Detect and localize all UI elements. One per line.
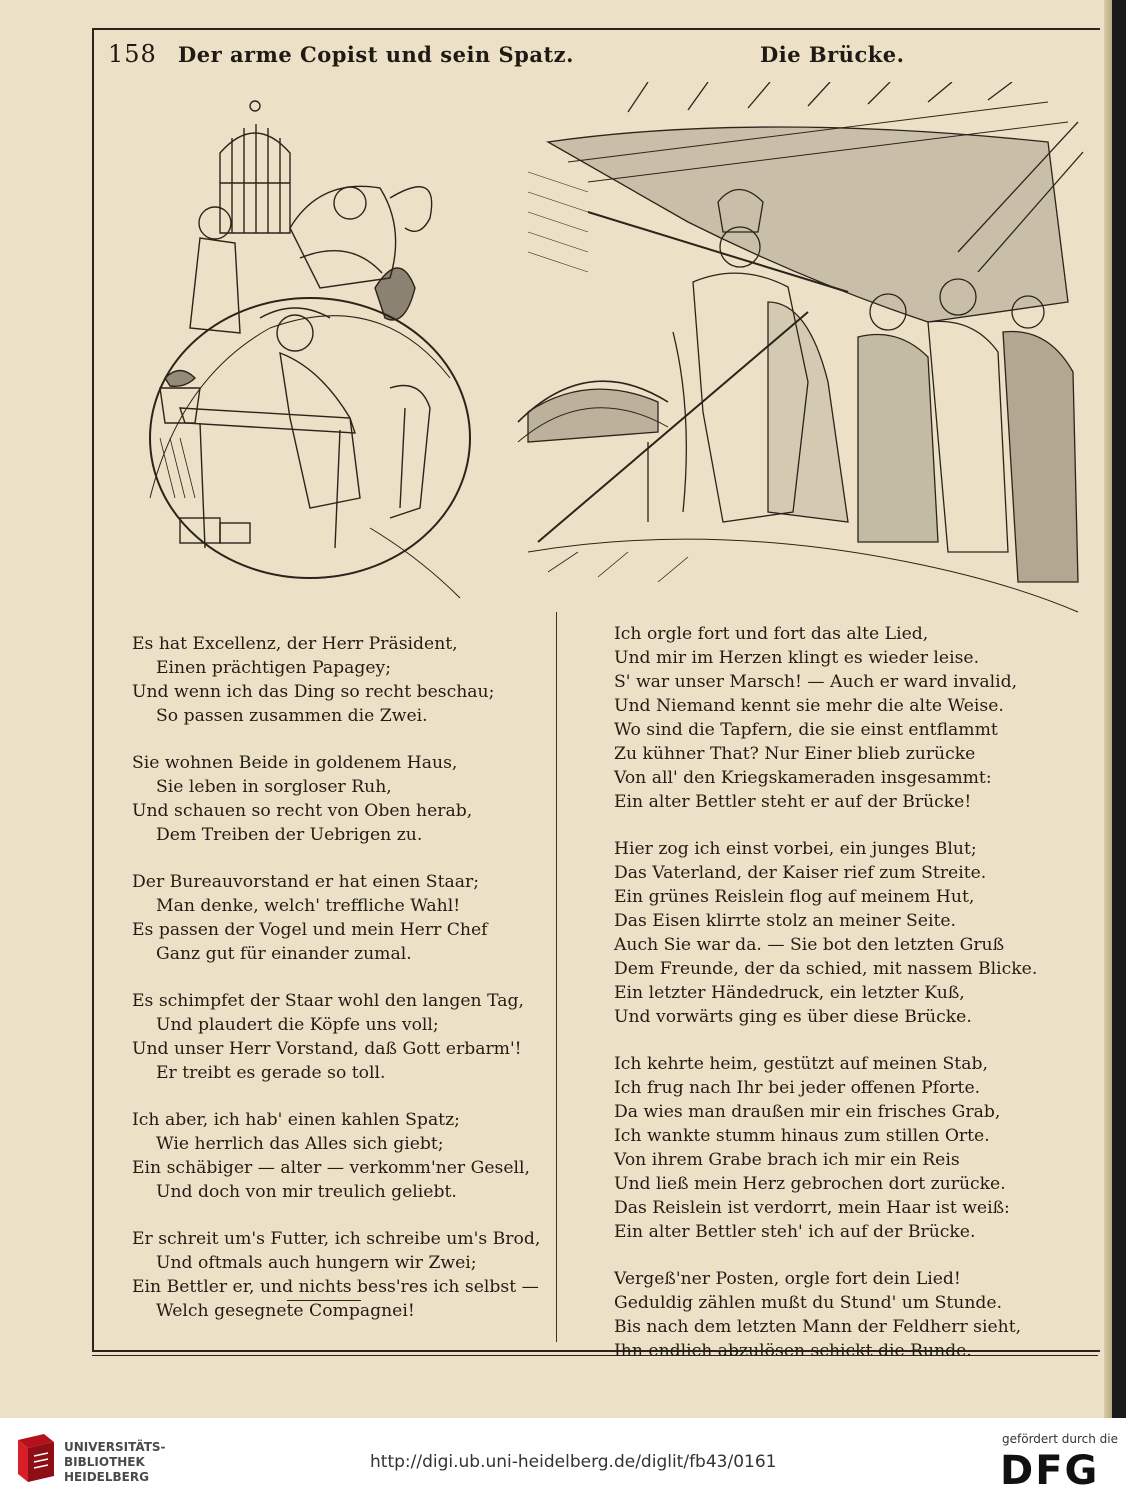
stanza [132, 1108, 540, 1204]
verse-line: Ein grünes Reislein flog auf meinem Hut, [614, 887, 975, 907]
verse-line: Und ließ mein Herz gebrochen dort zurücke. [614, 1174, 1006, 1194]
verse-line: Ein Bettler er, und nichts bess'res ich selbst — [132, 1277, 539, 1297]
stanza [132, 870, 540, 966]
funding-caption: gefördert durch die [1002, 1432, 1118, 1446]
verse-line: Das Vaterland, der Kaiser rief zum Streite. [614, 863, 987, 883]
verse-line: Ein alter Bettler steh' ich auf der Brücke. [614, 1222, 976, 1242]
verse-line: Hier zog ich einst vorbei, ein junges Blut; [614, 839, 977, 859]
verse-line: Und doch von mir treulich geliebt. [156, 1182, 457, 1202]
verse-line: Dem Treiben der Uebrigen zu. [156, 825, 423, 845]
verse-line: Ein alter Bettler steht er auf der Brücke! [614, 792, 972, 812]
verse-line: Das Eisen klirrte stolz an meiner Seite. [614, 911, 957, 931]
verse-line: Wie herrlich das Alles sich giebt; [156, 1134, 444, 1154]
verse-line: Und unser Herr Vorstand, daß Gott erbarm'! [132, 1039, 522, 1059]
verse-line: Bis nach dem letzten Mann der Feldherr sieht, [614, 1317, 1022, 1337]
verse-line: Wo sind die Tapfern, die sie einst entflammt [614, 720, 998, 740]
copyist-illustration [120, 78, 480, 613]
verse-line: Sie wohnen Beide in goldenem Haus, [132, 753, 458, 773]
verse-line: Ich aber, ich hab' einen kahlen Spatz; [132, 1110, 460, 1130]
verse-line: Es passen der Vogel und mein Herr Chef [132, 920, 488, 940]
dfg-logo[interactable]: DFG [1000, 1448, 1100, 1494]
verse-line: Und wenn ich das Ding so recht beschau; [132, 682, 495, 702]
verse-line: Ein letzter Händedruck, ein letzter Kuß, [614, 983, 965, 1003]
verse-line: Ich kehrte heim, gestützt auf meinen Stab, [614, 1054, 988, 1074]
verse-line: Auch Sie war da. — Sie bot den letzten Gruß [614, 935, 1005, 955]
verse-line: Vergeß'ner Posten, orgle fort dein Lied! [614, 1269, 961, 1289]
verse-line: Es schimpfet der Staar wohl den langen Tag, [132, 991, 524, 1011]
verse-line: Einen prächtigen Papagey; [156, 658, 392, 678]
verse-line: Und oftmals auch hungern wir Zwei; [156, 1253, 477, 1273]
verse-line: So passen zusammen die Zwei. [156, 706, 428, 726]
stanza [132, 989, 540, 1085]
poem-right [614, 622, 1037, 1386]
verse-line: Ihn endlich abzulösen schickt die Runde. [614, 1341, 972, 1361]
verse-line: Ein schäbiger — alter — verkomm'ner Gesell, [132, 1158, 530, 1178]
end-rule [287, 1300, 361, 1301]
stanza [132, 632, 540, 728]
verse-line: Ich frug nach Ihr bei jeder offenen Pforte. [614, 1078, 981, 1098]
verse-line: Ganz gut für einander zumal. [156, 944, 412, 964]
stanza [614, 1267, 1037, 1363]
stanza [614, 622, 1037, 814]
verse-line: Und vorwärts ging es über diese Brücke. [614, 1007, 972, 1027]
verse-line: Und mir im Herzen klingt es wieder leise. [614, 648, 980, 668]
page-edge [1104, 0, 1112, 1418]
verse-line: Ich wankte stumm hinaus zum stillen Orte. [614, 1126, 990, 1146]
verse-line: Zu kühner That? Nur Einer blieb zurücke [614, 744, 976, 764]
verse-line: Das Reislein ist verdorrt, mein Haar ist weiß: [614, 1198, 1010, 1218]
verse-line: Es hat Excellenz, der Herr Präsident, [132, 634, 458, 654]
poem-left [132, 632, 540, 1346]
poem-title-left: Der arme Copist und sein Spatz. [178, 42, 574, 67]
verse-line: Und schauen so recht von Oben herab, [132, 801, 473, 821]
stanza [614, 837, 1037, 1029]
stanza [132, 751, 540, 847]
column-divider [556, 612, 557, 1342]
verse-line: Man denke, welch' treffliche Wahl! [156, 896, 461, 916]
bridge-illustration [508, 82, 1088, 622]
library-name-line: UNIVERSITÄTS- [64, 1440, 166, 1454]
verse-line: Von ihrem Grabe brach ich mir ein Reis [614, 1150, 960, 1170]
stanza [132, 1227, 540, 1323]
library-name-line: BIBLIOTHEK [64, 1455, 145, 1469]
verse-line: Und plaudert die Köpfe uns voll; [156, 1015, 439, 1035]
stanza [614, 1052, 1037, 1244]
library-name-line: HEIDELBERG [64, 1470, 149, 1484]
verse-line: Geduldig zählen mußt du Stund' um Stunde. [614, 1293, 1003, 1313]
verse-line: Ich orgle fort und fort das alte Lied, [614, 624, 929, 644]
permalink-url[interactable]: http://digi.ub.uni-heidelberg.de/diglit/fb43/0161 [370, 1452, 777, 1472]
verse-line: Er schreit um's Futter, ich schreibe um's Brod, [132, 1229, 541, 1249]
verse-line: Er treibt es gerade so toll. [156, 1063, 386, 1083]
verse-line: Dem Freunde, der da schied, mit nassem Blicke. [614, 959, 1038, 979]
verse-line: Der Bureauvorstand er hat einen Staar; [132, 872, 479, 892]
verse-line: Welch gesegnete Compagnei! [156, 1301, 415, 1321]
university-library-logo-icon[interactable] [14, 1432, 58, 1484]
poem-title-right: Die Brücke. [760, 42, 905, 67]
verse-line: S' war unser Marsch! — Auch er ward invalid, [614, 672, 1018, 692]
verse-line: Sie leben in sorgloser Ruh, [156, 777, 392, 797]
page-number: 158 [108, 40, 157, 68]
verse-line: Von all' den Kriegskameraden insgesammt: [614, 768, 992, 788]
verse-line: Und Niemand kennt sie mehr die alte Weise. [614, 696, 1004, 716]
verse-line: Da wies man draußen mir ein frisches Grab, [614, 1102, 1001, 1122]
library-name[interactable] [64, 1440, 166, 1485]
